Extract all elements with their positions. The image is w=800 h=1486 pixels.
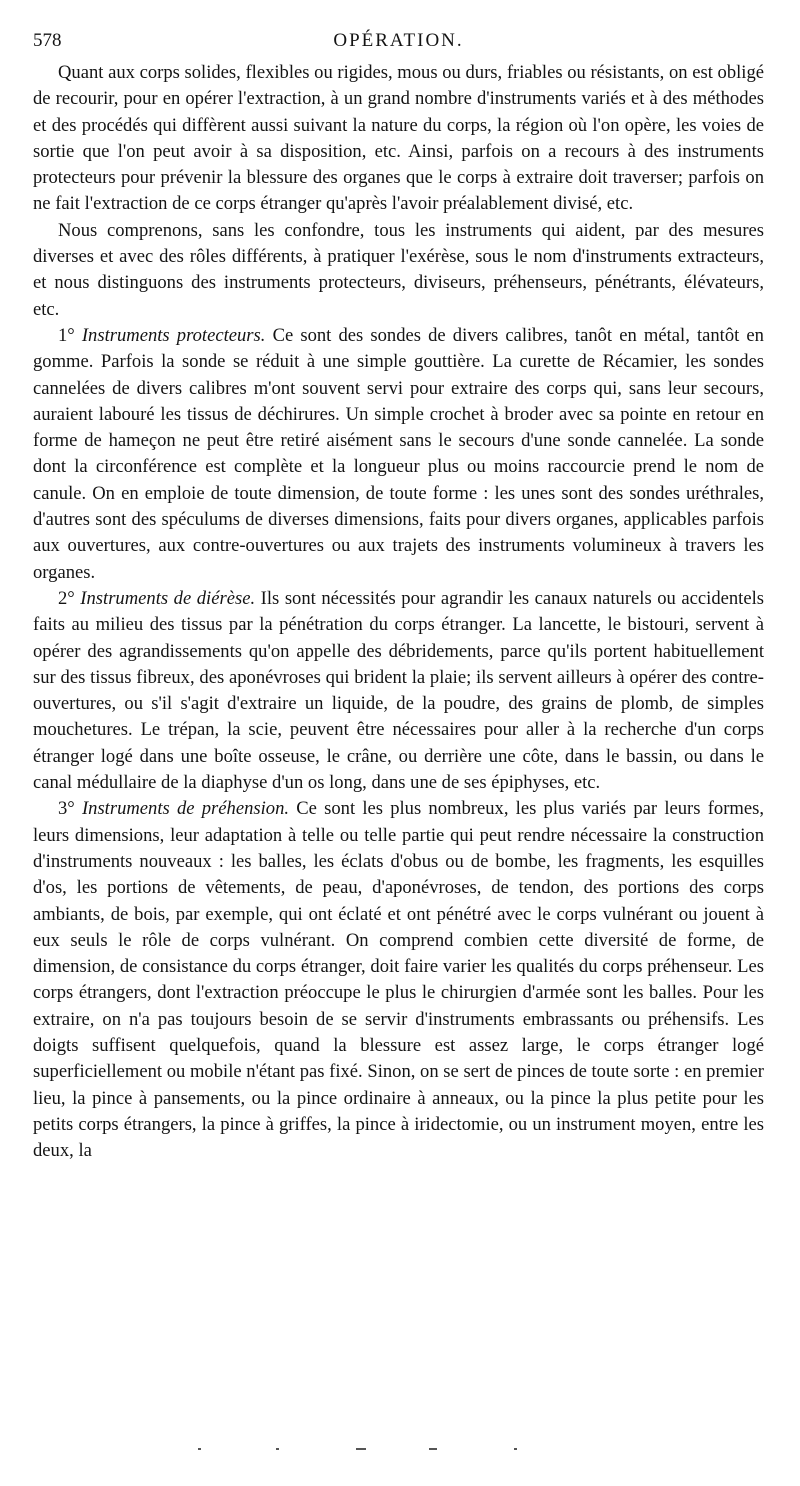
document-page [33,30,764,1164]
paragraph-prehension-instruments: 3° Instruments de préhension. Ce sont les plus nombreux, les plus variés par leurs formes, leurs dimensions, leur adaptation à telle ou telle partie qui peut rendre nécessaire la construction d'instruments nouveaux : les balles, les éclats d'obus ou de bombe, les fragments, les esquilles d'os, les portions de vêtements, de peau, d'aponévroses, de tendon, des portions des corps ambiants, de bois, par exemple, qui ont éclaté et ont pénétré avec le corps vulnérant ou jouent à eux seuls le rôle de corps vulnérant. On comprend combien cette diversité de forme, de dimension, de consistance du corps étranger, doit faire varier les qualités du corps préhenseur. Les corps étrangers, dont l'extraction préoccupe le plus le chirurgien d'armée sont les balles. Pour les extraire, on n'a pas toujours besoin de se servir d'instruments embrassants ou préhensifs. Les doigts suffisent quelquefois, quand la blessure est assez large, le corps étranger logé superficiellement ou mobile n'étant pas fixé. Sinon, on se sert de pinces de toute sorte : en premier lieu, la pince à pansements, ou la pince ordinaire à anneaux, ou la pince la plus petite pour les petits corps étrangers, la pince à griffes, la pince à iridectomie, ou un instrument moyen, entre les deux, la [33,798,764,1162]
running-head [33,30,764,60]
item-number: 2° [58,587,75,609]
paragraph-dieresis-instruments: 2° Instruments de diérèse. Ils sont nécessités pour agrandir les canaux naturels ou accidentels faits au milieu des tissus par la pénétration du corps étranger. La lancette, le bistouri, servent à opérer des agrandissements qu'on appelle des débridements, parce qu'ils portent habituellement sur des tissus fibreux, des aponévroses qui brident la plaie; ils servent ailleurs à opérer des contre-ouvertures, ou s'il s'agit d'extraire un liquide, de la poudre, des grains de plomb, de simples mouchetures. Le trépan, la scie, peuvent être nécessaires pour aller à la recherche d'un corps étranger logé dans une boîte osseuse, le crâne, ou derrière une côte, dans le bassin, ou dans le canal médullaire de la diaphyse d'un os long, dans une de ses épiphyses, etc. [33,587,764,794]
item-number: 3° [58,798,75,820]
paragraph-extractor-instruments: Nous comprenons, sans les confondre, tous les instruments qui aident, par des mesures diverses et avec des rôles différents, à pratiquer l'exérèse, sous le nom d'instruments extracteurs, et nous distinguons des instruments protecteurs, diviseurs, préhenseurs, pénétrants, élévateurs, etc. [33,219,764,320]
item-title: Instruments de diérèse. [80,587,256,609]
page-number: 578 [33,30,62,51]
paragraph-protective-instruments: 1° Instruments protecteurs. Ce sont des sondes de divers calibres, tanôt en métal, tantôt en gomme. Parfois la sonde se réduit à une simple gouttière. La curette de Récamier, les sondes cannelées de divers calibres m'ont souvent servi pour extraire des corps qui, sans leur secours, auraient labouré les tissus de déchirures. Un simple crochet à broder avec sa pointe en retour en forme de hameçon ne peut être retiré aisément sans le secours d'une sonde cannelée. La sonde dont la circonférence est complète et la longueur plus ou moins raccourcie prend le nom de canule. On en emploie de toute dimension, de toute forme : les unes sont des sondes uréthrales, d'autres sont des spéculums de diverses dimensions, faits pour divers organes, applicables parfois aux ouvertures, aux contre-ouvertures ou aux trajets des instruments volumineux à travers les organes. [33,324,764,583]
printer-mark [276,1448,279,1450]
printer-mark [198,1448,201,1450]
footer-printer-marks [0,1440,800,1452]
printer-mark [514,1448,517,1450]
printer-mark [356,1448,366,1450]
item-title: Instruments de préhension. [81,798,290,820]
running-title: OPÉRATION. [333,30,464,51]
paragraph-solid-bodies: Quant aux corps solides, flexibles ou rigides, mous ou durs, friables ou résistants, on est obligé de recourir, pour en opérer l'extraction, à un grand nombre d'instruments variés et à des méthodes et des procédés qui diffèrent aussi suivant la nature du corps, la région où l'on opère, les voies de sortie que l'on peut avoir à sa disposition, etc. Ainsi, parfois on a recours à des instruments protecteurs pour prévenir la blessure des organes que le corps à extraire doit traverser; parfois on ne fait l'extraction de ce corps étranger qu'après l'avoir préalablement divisé, etc. [33,62,764,215]
printer-mark [429,1448,437,1450]
item-number: 1° [58,324,75,346]
body-text [33,60,764,1164]
item-title: Instruments protecteurs. [81,324,266,346]
